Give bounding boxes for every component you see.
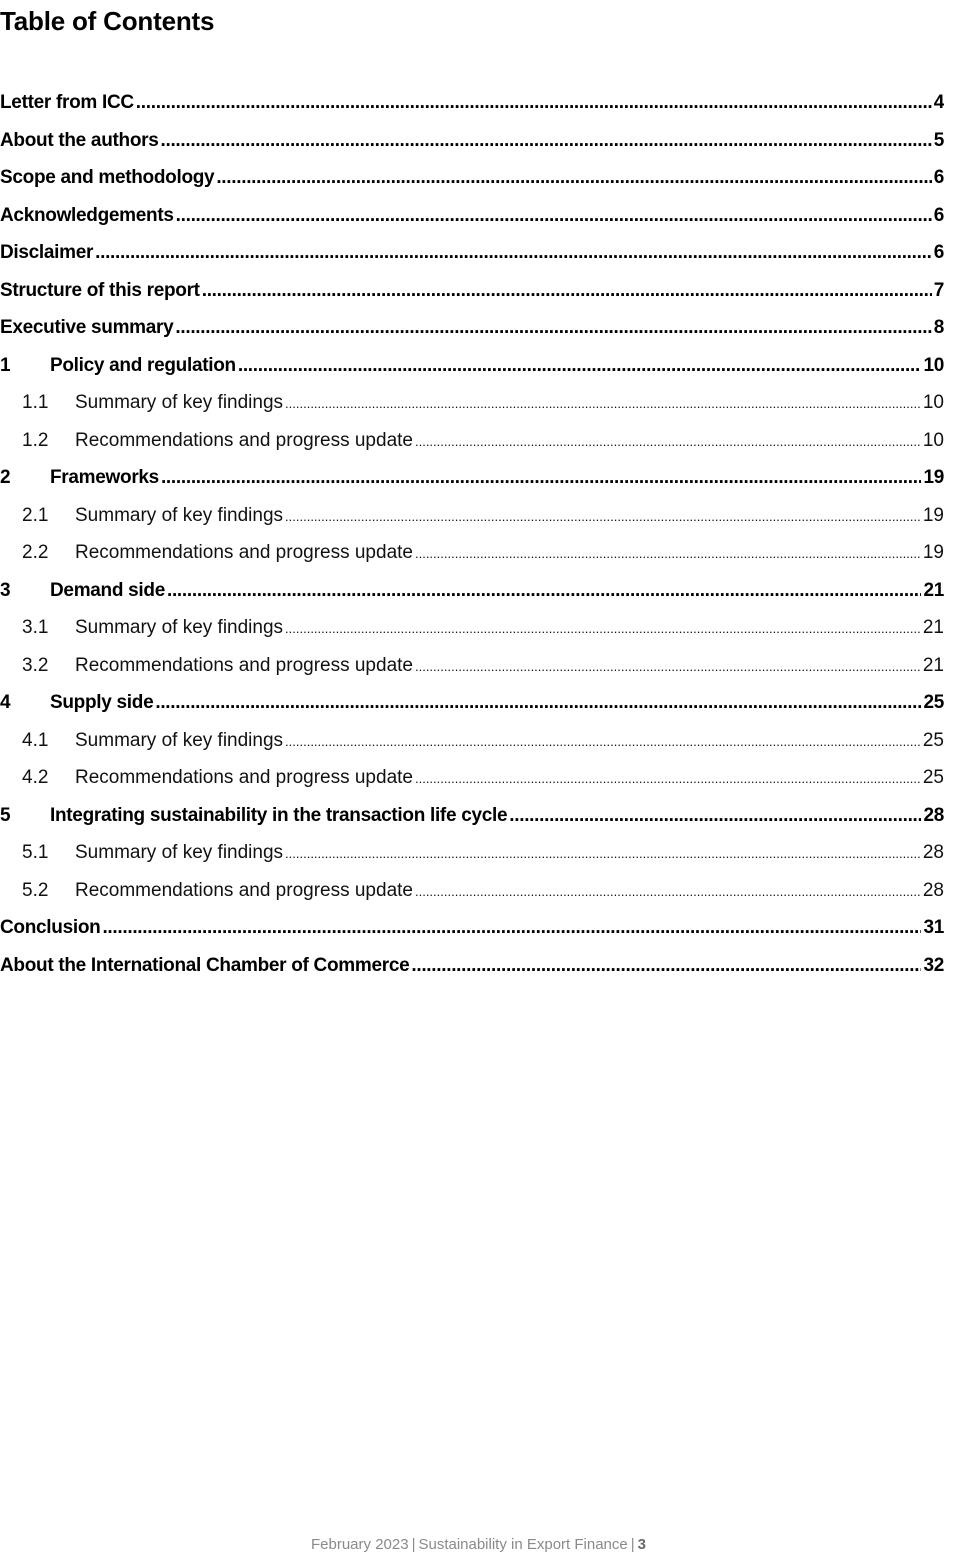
footer-separator: | bbox=[411, 1536, 416, 1553]
footer-date: February 2023 bbox=[311, 1536, 409, 1553]
toc-entry-number: 3.1 bbox=[22, 617, 49, 638]
toc-entry-label: Policy and regulation bbox=[50, 354, 236, 376]
dot-leader bbox=[176, 197, 932, 235]
toc-entry-number: 2.1 bbox=[22, 504, 49, 526]
dot-leader bbox=[411, 947, 921, 985]
toc-entry[interactable] bbox=[0, 722, 944, 760]
toc-entry[interactable] bbox=[0, 122, 944, 160]
dot-leader bbox=[415, 873, 921, 910]
toc-entry-label: Demand side bbox=[50, 579, 165, 601]
toc-entry-page: 7 bbox=[933, 279, 944, 301]
toc-entry-page: 25 bbox=[922, 729, 944, 751]
toc-entry-page: 5 bbox=[933, 129, 944, 151]
toc-entry[interactable] bbox=[0, 234, 944, 272]
dot-leader bbox=[509, 797, 921, 835]
toc-entry[interactable] bbox=[0, 609, 944, 647]
toc-entry-page: 28 bbox=[922, 842, 944, 863]
dot-leader bbox=[136, 84, 932, 122]
toc-entry-page: 10 bbox=[922, 429, 944, 451]
toc-entry-page: 28 bbox=[922, 879, 944, 901]
dot-leader bbox=[415, 760, 921, 797]
toc-entry-number: 5.1 bbox=[22, 842, 49, 863]
toc-entry-label: About the authors bbox=[0, 129, 159, 151]
toc-entry-page: 21 bbox=[922, 617, 944, 638]
toc-entry-page: 10 bbox=[923, 354, 944, 376]
toc-entry-label: Summary of key findings bbox=[75, 617, 284, 638]
footer-page-number: 3 bbox=[637, 1536, 646, 1553]
toc-entry-label: Summary of key findings bbox=[75, 504, 284, 526]
toc-entry-number: 1.2 bbox=[22, 429, 49, 451]
toc-entry-label: Scope and methodology bbox=[0, 167, 215, 188]
dot-leader bbox=[175, 309, 931, 347]
toc-entry-number: 4 bbox=[0, 692, 11, 713]
toc-entry[interactable] bbox=[0, 84, 944, 122]
toc-entry-page: 4 bbox=[933, 92, 944, 113]
toc-entry[interactable] bbox=[0, 872, 944, 910]
toc-entry-page: 19 bbox=[923, 467, 944, 488]
dot-leader bbox=[285, 610, 921, 647]
toc-entry[interactable] bbox=[0, 797, 944, 835]
toc-entry-number: 4.2 bbox=[22, 767, 49, 788]
toc-entry-number: 2 bbox=[0, 467, 11, 488]
toc-entry[interactable] bbox=[0, 834, 944, 872]
table-of-contents bbox=[0, 84, 944, 984]
dot-leader bbox=[285, 835, 921, 872]
toc-entry-number: 1.1 bbox=[22, 392, 49, 413]
toc-entry-label: Recommendations and progress update bbox=[75, 654, 413, 676]
toc-entry[interactable] bbox=[0, 422, 944, 460]
toc-entry-label: Summary of key findings bbox=[75, 392, 284, 413]
toc-entry-page: 6 bbox=[933, 204, 944, 226]
toc-entry-label: Recommendations and progress update bbox=[75, 429, 413, 451]
toc-entry-number: 1 bbox=[0, 354, 11, 376]
toc-entry[interactable] bbox=[0, 272, 944, 310]
toc-entry[interactable] bbox=[0, 647, 944, 685]
dot-leader bbox=[161, 459, 922, 497]
toc-entry-page: 19 bbox=[922, 542, 944, 563]
toc-entry-page: 8 bbox=[933, 317, 944, 338]
toc-entry[interactable] bbox=[0, 384, 944, 422]
dot-leader bbox=[415, 423, 921, 460]
toc-entry-label: Disclaimer bbox=[0, 242, 94, 263]
dot-leader bbox=[161, 122, 932, 160]
toc-entry[interactable] bbox=[0, 197, 944, 235]
dot-leader bbox=[285, 723, 921, 760]
toc-entry-label: Acknowledgements bbox=[0, 204, 174, 226]
toc-entry[interactable] bbox=[0, 947, 944, 985]
toc-entry[interactable] bbox=[0, 159, 944, 197]
toc-entry-label: Recommendations and progress update bbox=[75, 879, 413, 901]
dot-leader bbox=[238, 347, 922, 385]
toc-entry-page: 31 bbox=[923, 917, 944, 938]
toc-entry[interactable] bbox=[0, 572, 944, 610]
toc-entry-number: 2.2 bbox=[22, 542, 49, 563]
toc-entry-page: 6 bbox=[933, 242, 944, 263]
toc-entry-label: Letter from ICC bbox=[0, 92, 134, 113]
toc-entry-page: 6 bbox=[933, 167, 944, 188]
toc-entry-label: About the International Chamber of Commerce bbox=[0, 954, 410, 976]
page-footer bbox=[0, 1536, 957, 1553]
toc-entry-page: 25 bbox=[922, 767, 944, 788]
toc-entry-number: 3.2 bbox=[22, 654, 49, 676]
toc-entry-label: Recommendations and progress update bbox=[75, 542, 413, 563]
toc-entry-page: 28 bbox=[923, 804, 944, 826]
toc-entry[interactable] bbox=[0, 459, 944, 497]
toc-entry-page: 21 bbox=[923, 579, 944, 601]
toc-entry-label: Supply side bbox=[50, 692, 154, 713]
toc-entry-label: Structure of this report bbox=[0, 279, 200, 301]
toc-entry-number: 5.2 bbox=[22, 879, 49, 901]
toc-entry[interactable] bbox=[0, 909, 944, 947]
dot-leader bbox=[415, 648, 921, 685]
toc-entry[interactable] bbox=[0, 534, 944, 572]
dot-leader bbox=[202, 272, 932, 310]
toc-entry-page: 10 bbox=[922, 392, 944, 413]
toc-entry-page: 25 bbox=[923, 692, 944, 713]
dot-leader bbox=[102, 909, 921, 947]
toc-entry-label: Summary of key findings bbox=[75, 842, 284, 863]
footer-separator: | bbox=[630, 1536, 635, 1553]
page-title: Table of Contents bbox=[0, 6, 215, 36]
toc-entry[interactable] bbox=[0, 684, 944, 722]
toc-entry[interactable] bbox=[0, 347, 944, 385]
toc-entry-label: Executive summary bbox=[0, 317, 174, 338]
dot-leader bbox=[95, 234, 932, 272]
dot-leader bbox=[155, 684, 921, 722]
toc-entry-page: 32 bbox=[923, 954, 944, 976]
dot-leader bbox=[167, 572, 921, 610]
toc-entry-page: 21 bbox=[922, 654, 944, 676]
dot-leader bbox=[285, 498, 921, 535]
toc-entry-label: Frameworks bbox=[50, 467, 159, 488]
toc-entry-number: 4.1 bbox=[22, 729, 49, 751]
toc-entry-label: Conclusion bbox=[0, 917, 101, 938]
dot-leader bbox=[216, 159, 931, 197]
toc-entry[interactable] bbox=[0, 309, 944, 347]
footer-publication: Sustainability in Export Finance bbox=[418, 1536, 628, 1553]
toc-entry-number: 5 bbox=[0, 804, 11, 826]
toc-entry-label: Recommendations and progress update bbox=[75, 767, 413, 788]
toc-entry-page: 19 bbox=[922, 504, 944, 526]
toc-entry[interactable] bbox=[0, 497, 944, 535]
toc-entry-label: Integrating sustainability in the transaction life cycle bbox=[50, 804, 508, 826]
toc-entry-label: Summary of key findings bbox=[75, 729, 284, 751]
dot-leader bbox=[415, 535, 921, 572]
toc-entry[interactable] bbox=[0, 759, 944, 797]
toc-entry-number: 3 bbox=[0, 579, 11, 601]
dot-leader bbox=[285, 385, 921, 422]
